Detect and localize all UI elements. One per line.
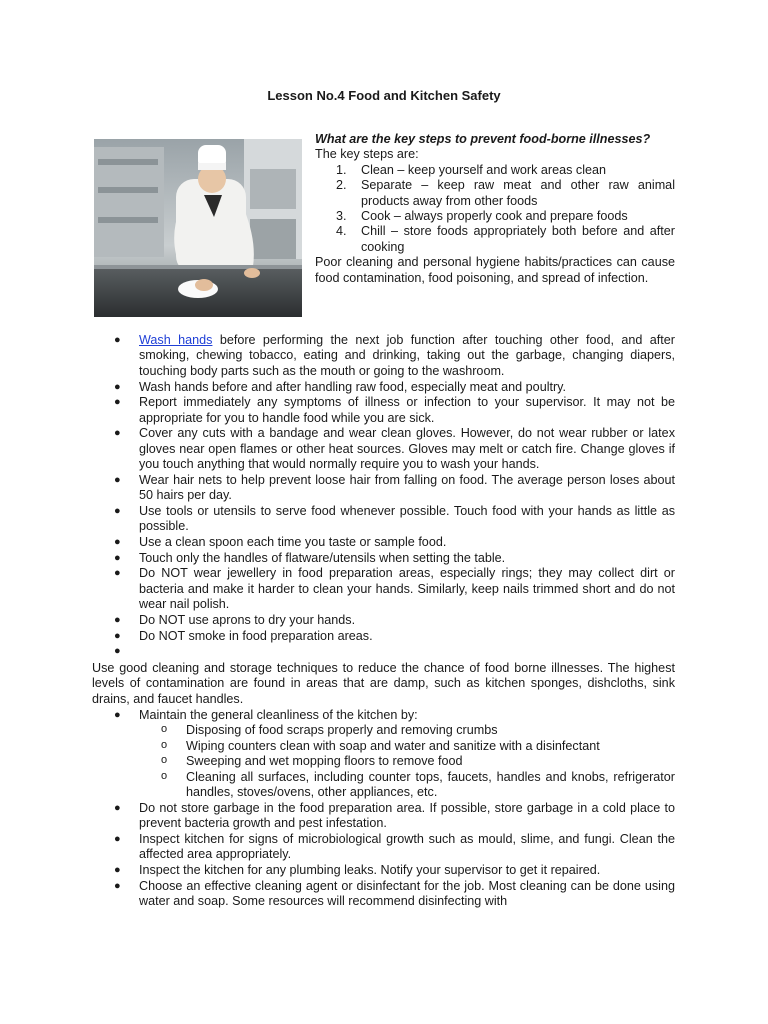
bullet-icon: ● bbox=[114, 645, 121, 658]
list-item: 4. Chill – store foods appropriately both before and after cooking bbox=[336, 224, 675, 254]
list-item: ● Maintain the general cleanliness of the kitchen by: o Disposing of food scraps properly and removing crumbs o Wiping counters clean with soap and water and sanitize with a disinfectant o Sweeping and wet mopping floors to remove food o Cleaning all surfaces, including counter tops, faucets, handles and knobs, refrigerator handles, stoves/ovens, other appliances, etc. bbox=[114, 708, 675, 800]
bullet-icon: ● bbox=[114, 879, 121, 892]
cleaning-paragraph: Use good cleaning and storage techniques to reduce the chance of food borne illnesses. The highest levels of contamination are found in areas that are damp, such as kitchen sponges, dishcloths, sink drains, and faucet handles. bbox=[92, 660, 675, 706]
list-item: ● Touch only the handles of flatware/utensils when setting the table. bbox=[114, 550, 506, 565]
bullet-icon: ● bbox=[114, 334, 121, 346]
list-item: ● Cover any cuts with a bandage and wear clean gloves. However, do not wear rubber or latex gloves near open flames or other heat sources. Gloves may melt or catch fire. Change gloves if you touch anything that would normally require you to wash your hands. bbox=[114, 426, 675, 472]
bullet-icon: ● bbox=[114, 473, 121, 486]
bullet-icon: ● bbox=[114, 380, 121, 393]
chef-cleaning-counter-image bbox=[94, 139, 302, 317]
list-item: ● Inspect the kitchen for any plumbing leaks. Notify your supervisor to get it repaired. bbox=[114, 862, 601, 877]
page-title: Lesson No.4 Food and Kitchen Safety bbox=[267, 88, 501, 103]
intro-closing: Poor cleaning and personal hygiene habits/practices can cause food contamination, food poisoning, and spread of infection. bbox=[315, 255, 675, 285]
list-item: ● Do NOT smoke in food preparation areas. bbox=[114, 628, 373, 643]
list-item: ● Report immediately any symptoms of illness or infection to your supervisor. It may not be appropriate for you to handle food while you are sick. bbox=[114, 395, 675, 425]
sub-list-item: o Wiping counters clean with soap and water and sanitize with a disinfectant bbox=[161, 738, 600, 753]
bullet-icon: ● bbox=[114, 427, 121, 440]
list-item: ● Do NOT wear jewellery in food preparation areas, especially rings; they may collect dirt or bacteria and make it harder to clean your hands. Similarly, keep nails trimmed short and do not wear nail polish. bbox=[114, 566, 675, 612]
list-item: ● Use tools or utensils to serve food whenever possible. Touch food with your hands as little as possible. bbox=[114, 503, 675, 534]
hygiene-bullet-list bbox=[92, 333, 675, 660]
intro-section bbox=[315, 132, 675, 286]
list-item: 3. Cook – always properly cook and prepare foods bbox=[336, 209, 628, 224]
bullet-icon: ● bbox=[114, 801, 121, 814]
list-item: ● Wash hands before and after handling raw food, especially meat and poultry. bbox=[114, 379, 567, 394]
bullet-icon: ● bbox=[114, 709, 121, 721]
bullet-icon: ● bbox=[114, 863, 121, 876]
bullet-icon: ● bbox=[114, 551, 121, 564]
steps-lead: The key steps are: bbox=[315, 147, 419, 162]
cleaning-bullet-list bbox=[92, 708, 675, 909]
bullet-icon: ● bbox=[114, 504, 121, 517]
wash-hands-link[interactable]: Wash hands bbox=[139, 333, 213, 347]
list-item: ● Choose an effective cleaning agent or disinfectant for the job. Most cleaning can be done using water and soap. Some resources will recommend disinfecting with bbox=[114, 878, 675, 909]
list-item: 2. Separate – keep raw meat and other raw animal products away from other foods bbox=[336, 178, 675, 208]
list-item: ● Wear hair nets to help prevent loose hair from falling on food. The average person loses about 50 hairs per day. bbox=[114, 472, 675, 503]
cleanliness-sub-list bbox=[139, 723, 675, 800]
list-item: 1. Clean – keep yourself and work areas clean bbox=[336, 162, 607, 177]
document-body bbox=[92, 333, 675, 910]
circle-bullet-icon: o bbox=[161, 738, 168, 751]
bullet-icon: ● bbox=[114, 536, 121, 549]
list-item: ● Do not store garbage in the food preparation area. If possible, store garbage in a cold place to prevent bacteria growth and pest infestation. bbox=[114, 800, 675, 831]
list-item: ● Inspect kitchen for signs of microbiological growth such as mould, slime, and fungi. Clean the affected area appropriately. bbox=[114, 831, 675, 862]
circle-bullet-icon: o bbox=[161, 769, 168, 782]
sub-list-item: o Cleaning all surfaces, including counter tops, faucets, handles and knobs, refrigerator handles, stoves/ovens, other appliances, etc. bbox=[161, 769, 675, 800]
bullet-icon: ● bbox=[114, 567, 121, 580]
key-question: What are the key steps to prevent food-borne illnesses? bbox=[315, 132, 651, 146]
list-item: ● Wash hands before performing the next job function after touching other food, and after smoking, chewing tobacco, eating and drinking, taking out the garbage, changing diapers, touching body parts such as the mouth or going to the washroom. bbox=[114, 333, 675, 378]
sub-list-item: o Sweeping and wet mopping floors to remove food bbox=[161, 754, 463, 769]
list-item: ● Do NOT use aprons to dry your hands. bbox=[114, 612, 356, 627]
circle-bullet-icon: o bbox=[161, 723, 168, 736]
list-item: ● Use a clean spoon each time you taste or sample food. bbox=[114, 535, 447, 550]
sub-list-item: o Disposing of food scraps properly and removing crumbs bbox=[161, 723, 498, 738]
key-steps-list bbox=[315, 163, 675, 255]
bullet-icon: ● bbox=[114, 396, 121, 409]
bullet-icon: ● bbox=[114, 613, 121, 626]
empty-list-item bbox=[92, 644, 675, 659]
bullet-icon: ● bbox=[114, 629, 121, 642]
circle-bullet-icon: o bbox=[161, 754, 168, 767]
bullet-icon: ● bbox=[114, 832, 121, 845]
